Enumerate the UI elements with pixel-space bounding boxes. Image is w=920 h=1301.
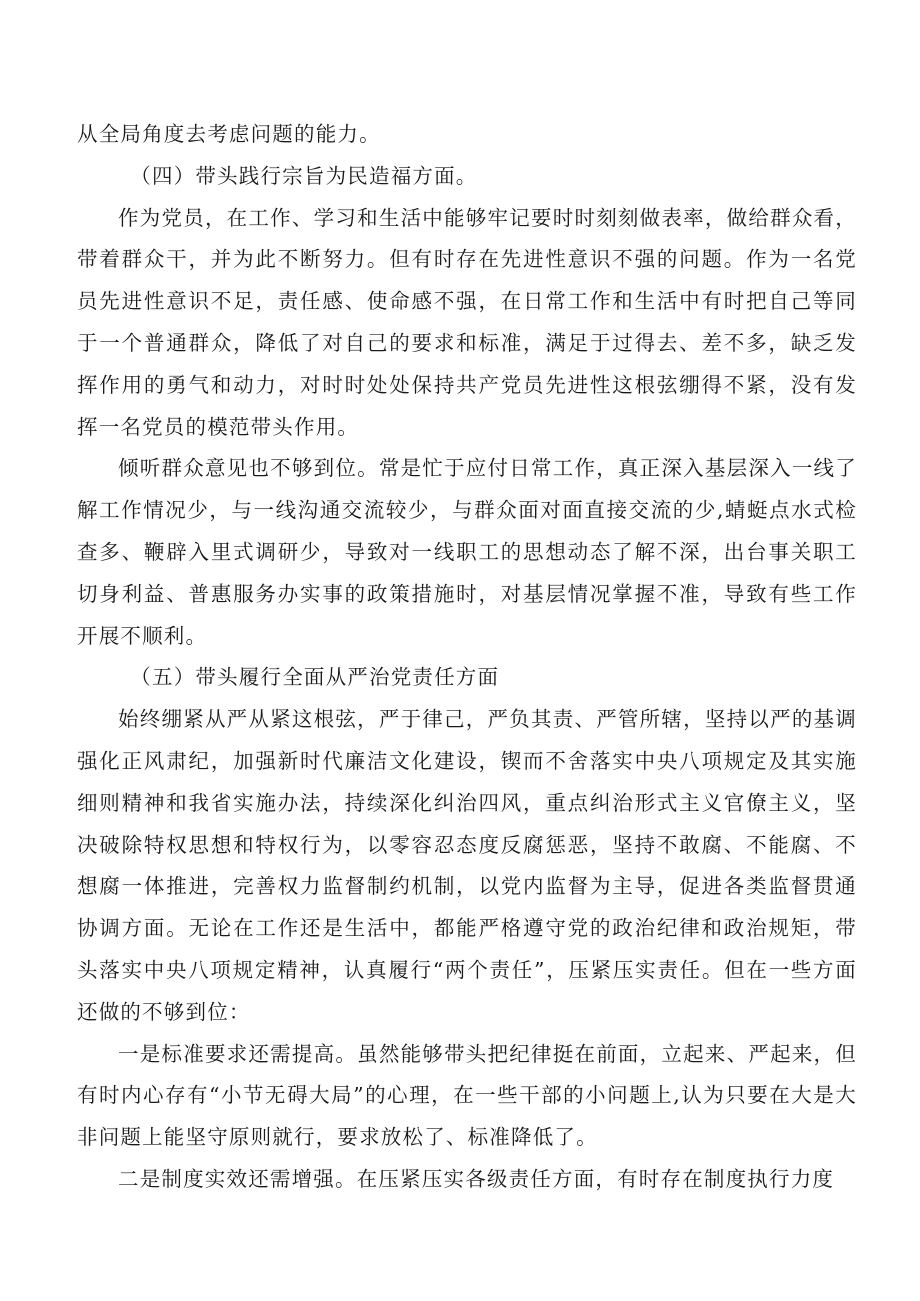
section-heading-four: （四）带头践行宗旨为民造福方面。 (130, 163, 478, 188)
paragraph-continuation: 从全局角度去考虑问题的能力。 (77, 122, 381, 146)
document-body (77, 114, 857, 1201)
paragraph-strict-governance: 始终绷紧从严从紧这根弦，严于律己，严负其责、严管所辖，坚持以严的基调强化正风肃纪，加强新时代廉洁文化建设，锲而不舍落实中央八项规定及其实施细则精神和我省实施办法，持续深化纠治四风，重点纠治形式主义官僚主义，坚决破除特权思想和特权行为，以零容忍态度反腐惩恶，坚持不敢腐、不能腐、不想腐一体推进，完善权力监督制约机制，以党内监督为主导，促进各类监督贯通协调方面。无论在工作还是生活中，都能严格遵守党的政治纪律和政治规矩，带头落实中央八项规定精神，认真履行“两个责任”，压紧压实责任。但在一些方面还做的不够到位： (77, 707, 857, 1024)
paragraph-point-two: 二是制度实效还需增强。在压紧压实各级责任方面，有时存在制度执行力度 (118, 1166, 835, 1191)
section-heading-five: （五）带头履行全面从严治党责任方面 (130, 665, 500, 690)
paragraph-party-member-role: 作为党员，在工作、学习和生活中能够牢记要时时刻刻做表率，做给群众看，带着群众干，并为此不断努力。但有时存在先进性意识不强的问题。作为一名党员先进性意识不足，责任感、使命感不强，在日常工作和生活中有时把自己等同于一个普通群众，降低了对自己的要求和标准，满足于过得去、差不多，缺乏发挥作用的勇气和动力，对时时处处保持共产党员先进性这根弦绷得不紧，没有发挥一名党员的模范带头作用。 (77, 205, 857, 439)
paragraph-point-one: 一是标准要求还需提高。虽然能够带头把纪律挺在前面，立起来、严起来，但有时内心存有“小节无碍大局”的心理，在一些干部的小问题上,认为只要在大是大非问题上能坚守原则就行，要求放松了、标准降低了。 (77, 1041, 857, 1150)
paragraph-listening-to-masses: 倾听群众意见也不够到位。常是忙于应付日常工作，真正深入基层深入一线了解工作情况少，与一线沟通交流较少，与群众面对面直接交流的少,蜻蜓点水式检查多、鞭辟入里式调研少，导致对一线职工的思想动态了解不深，出台事关职工切身利益、普惠服务办实事的政策措施时，对基层情况掌握不准，导致有些工作开展不顺利。 (77, 456, 857, 648)
